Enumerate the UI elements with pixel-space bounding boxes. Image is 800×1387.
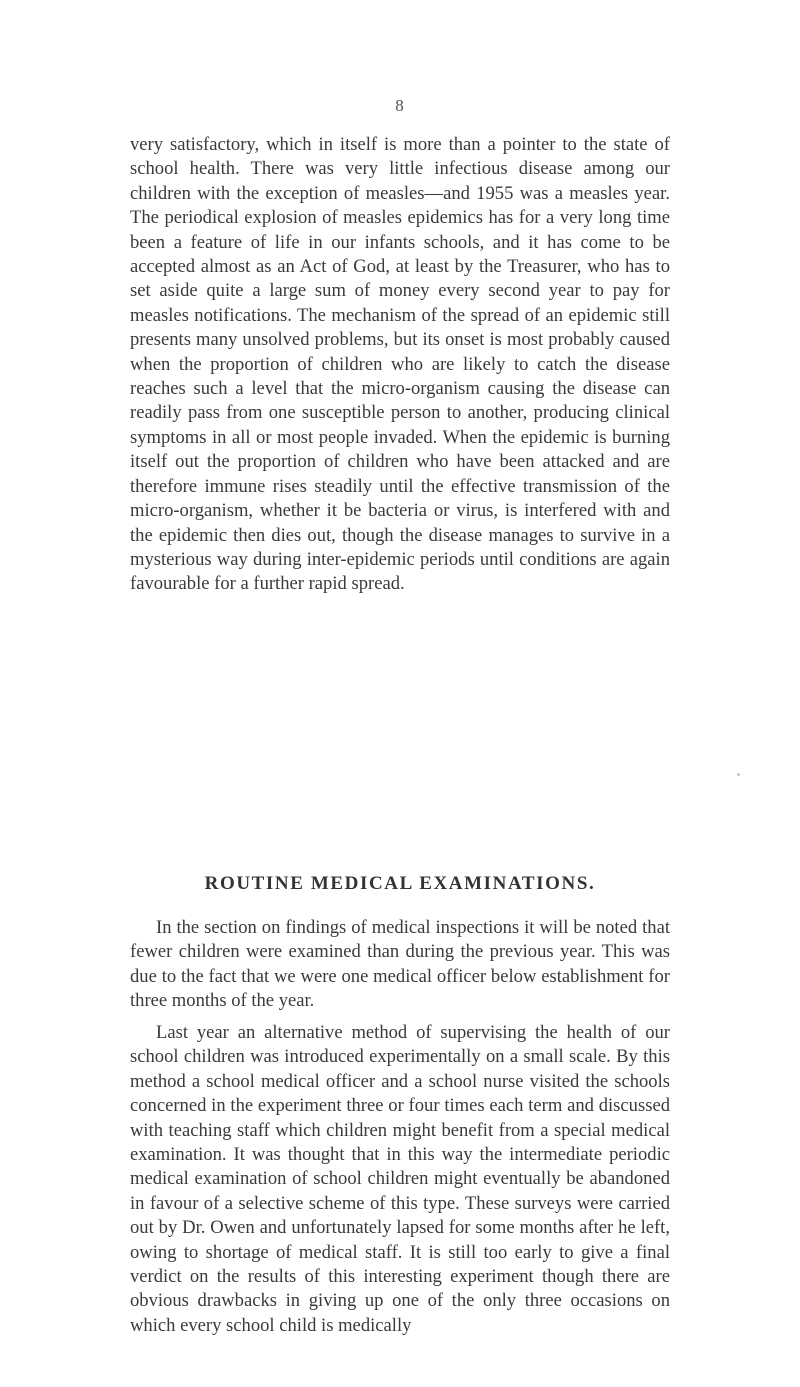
paper-speck xyxy=(737,773,740,776)
paragraph-measles: very satisfactory, which in itself is more than a pointer to the state of school health. There was very little infectious disease among our children with the exception of measles—and 1955 was a measles year. The periodical explosion of measles epidemics has for a very long time been a feature of life in our infants schools, and it has come to be accepted almost as an Act of God, at least by the Treasurer, who has to set aside quite a large sum of money every second year to pay for measles notifications. The mechanism of the spread of an epidemic still presents many unsolved problems, but its onset is most probably caused when the proportion of children who are likely to catch the disease reaches such a level that the micro-organism causing the disease can readily pass from one susceptible person to another, producing clinical symptoms in all or most people invaded. When the epidemic is burning itself out the proportion of children who have been attacked and are therefore immune rises steadily until the effective transmission of the micro-organism, whether it be bacteria or virus, is interfered with and the epidemic then dies out, though the disease manages to survive in a mysterious way during inter-epidemic periods until conditions are again favourable for a further rapid spread. xyxy=(130,134,670,595)
paragraph-alternative-method: Last year an alternative method of supervising the health of our school children was introduced experimentally on a small scale. By this method a school medical officer and a school nurse visited the schools concerned in the experiment three or four times each term and discussed with teaching staff which children might benefit from a special medical examination. It was thought that in this way the intermediate periodic medical examination of school children might eventually be abandoned in favour of a selective scheme of this type. These surveys were carried out by Dr. Owen and unfortunately lapsed for some months after he left, owing to shortage of medical staff. It is still too early to give a final verdict on the results of this interesting experiment though there are obvious drawbacks in giving up one of the only three occasions on which every school child is medically xyxy=(130,1022,670,1336)
paragraph-fewer-examined: In the section on findings of medical inspections it will be noted that fewer children were examined than during the previous year. This was due to the fact that we were one medical officer below establishment for three months of the year. xyxy=(130,917,670,1012)
page-number: 8 xyxy=(395,96,405,115)
section-heading: ROUTINE MEDICAL EXAMINATIONS. xyxy=(204,873,596,894)
